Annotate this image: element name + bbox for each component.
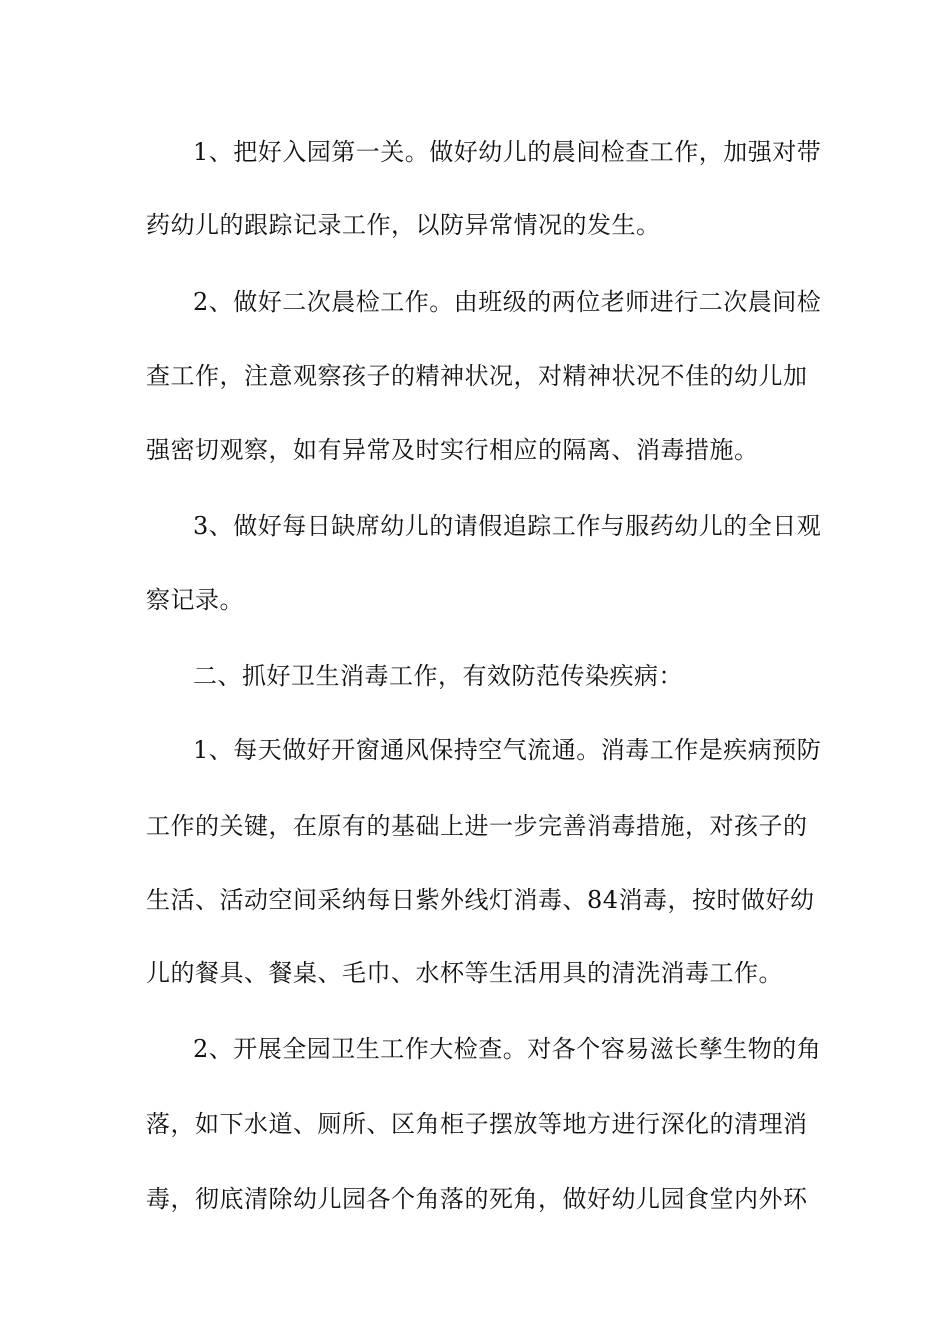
paragraph-4-line-3: 生活、活动空间采纳每日紫外线灯消毒、84消毒，按时做好幼 bbox=[146, 886, 815, 914]
paragraph-3-line-1: 3、做好每日缺席幼儿的请假追踪工作与服药幼儿的全日观 bbox=[193, 512, 822, 540]
section-heading: 二、抓好卫生消毒工作，有效防范传染疾病： bbox=[193, 662, 683, 690]
paragraph-2-line-2: 查工作，注意观察孩子的精神状况，对精神状况不佳的幼儿加 bbox=[146, 362, 808, 390]
paragraph-4-line-1: 1、每天做好开窗通风保持空气流通。消毒工作是疾病预防 bbox=[193, 736, 822, 764]
paragraph-5-line-2: 落，如下水道、厕所、区角柜子摆放等地方进行深化的清理消 bbox=[146, 1110, 808, 1138]
paragraph-2-line-1: 2、做好二次晨检工作。由班级的两位老师进行二次晨间检 bbox=[193, 288, 822, 316]
paragraph-1-line-2: 药幼儿的跟踪记录工作，以防异常情况的发生。 bbox=[146, 211, 661, 239]
paragraph-2-line-3: 强密切观察，如有异常及时实行相应的隔离、消毒措施。 bbox=[146, 436, 759, 464]
paragraph-4-line-2: 工作的关键，在原有的基础上进一步完善消毒措施，对孩子的 bbox=[146, 812, 808, 840]
paragraph-5-line-3: 毒，彻底清除幼儿园各个角落的死角，做好幼儿园食堂内外环 bbox=[146, 1185, 808, 1213]
paragraph-5-line-1: 2、开展全园卫生工作大检查。对各个容易滋长孳生物的角 bbox=[193, 1035, 822, 1063]
paragraph-4-line-4: 儿的餐具、餐桌、毛巾、水杯等生活用具的清洗消毒工作。 bbox=[146, 959, 783, 987]
paragraph-1-line-1: 1、把好入园第一关。做好幼儿的晨间检查工作，加强对带 bbox=[193, 138, 822, 166]
paragraph-3-line-2: 察记录。 bbox=[146, 586, 244, 614]
